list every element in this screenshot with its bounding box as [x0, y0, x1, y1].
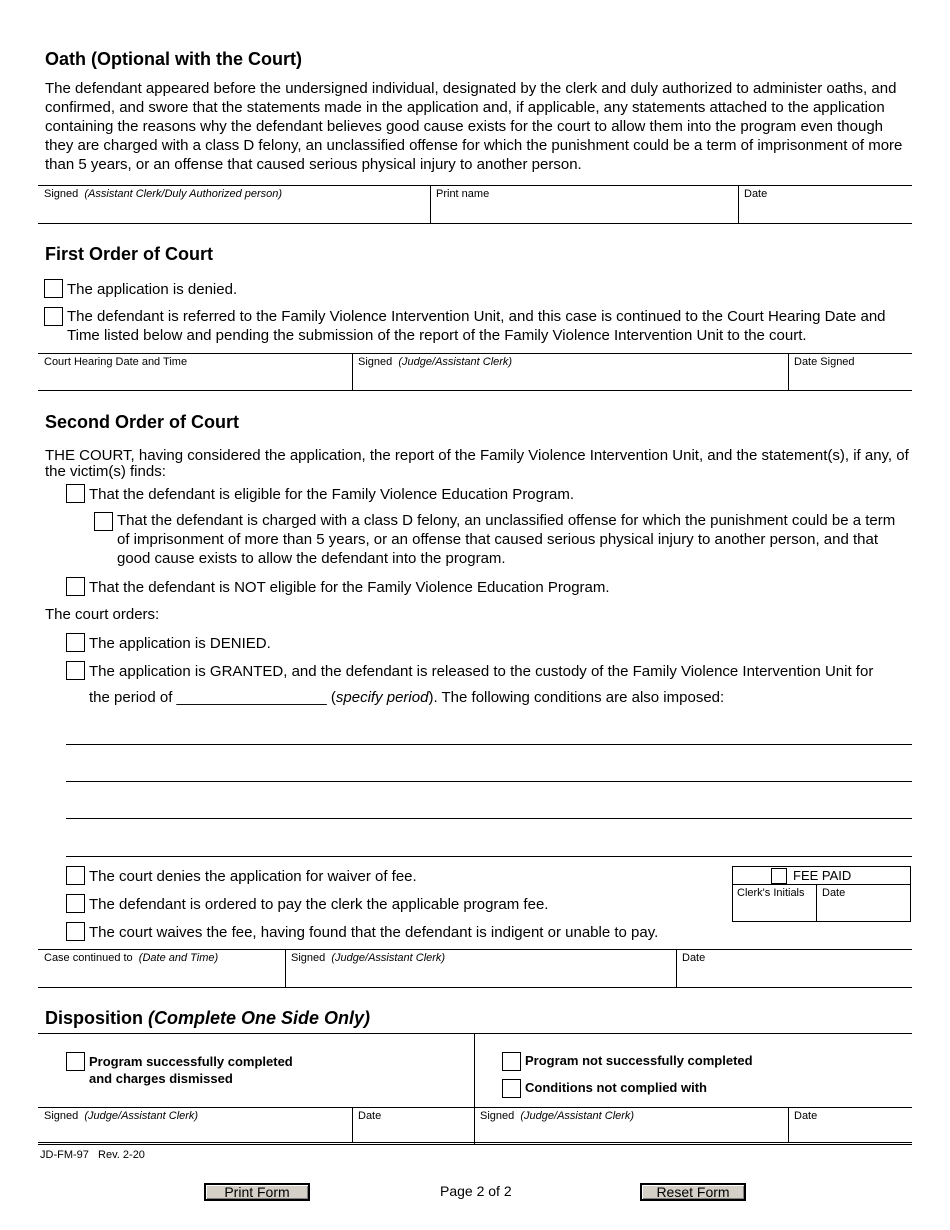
form-id: JD-FM-97 Rev. 2-20: [40, 1149, 145, 1161]
period-line: [89, 688, 724, 707]
disposition-heading: [45, 1008, 370, 1029]
period-prefix: the period of __________________ (: [89, 689, 336, 706]
disposition-right-signed-note: (Judge/Assistant Clerk): [520, 1110, 635, 1122]
case-continued-note: (Date and Time): [138, 952, 219, 964]
disposition-heading-text: Disposition: [45, 1008, 143, 1028]
checkbox-conditions-not-complied[interactable]: [502, 1079, 521, 1098]
print-form-button[interactable]: Print Form: [204, 1183, 310, 1201]
hearing-date-label: Court Hearing Date and Time: [44, 356, 188, 368]
oath-signed-field[interactable]: [44, 188, 282, 200]
disposition-right-signed-label: Signed: [480, 1110, 515, 1122]
first-order-heading: First Order of Court: [45, 244, 214, 264]
first-order-signed-label: Signed: [358, 356, 393, 368]
disposition-right-date-label: Date: [794, 1110, 818, 1122]
second-order-intro: THE COURT, having considered the application, the report of the Family Violence Intervention Unit, and the statement(s), if any, of the victim(s) finds:: [45, 447, 909, 480]
period-suffix: ). The following conditions are also imposed:: [428, 689, 725, 706]
second-order-signed-field[interactable]: [285, 950, 676, 987]
order-granted: The application is GRANTED, and the defendant is released to the custody of the Family Violence Intervention Unit for: [89, 663, 874, 680]
option-application-denied: The application is denied.: [67, 281, 238, 298]
checkbox-eligible[interactable]: [66, 484, 85, 503]
oath-print-name-label: Print name: [436, 188, 490, 200]
oath-signed-note: (Assistant Clerk/Duly Authorized person): [84, 188, 283, 200]
first-order-signed-field[interactable]: [352, 354, 788, 390]
case-continued-label: Case continued to: [44, 952, 133, 964]
order-denied: The application is DENIED.: [89, 635, 271, 652]
option-referred-fviu: The defendant is referred to the Family Violence Intervention Unit, and this case is continued to the Court Hearing Date and Time listed below and pending the submission of the report of the Family Violence Intervention Unit to the court.: [67, 308, 886, 344]
fee-date-field[interactable]: Date: [822, 887, 846, 899]
program-completed-line1: Program successfully completed: [89, 1054, 293, 1069]
date-signed-field[interactable]: [788, 354, 912, 390]
condition-line-4[interactable]: [66, 856, 912, 857]
checkbox-order-granted[interactable]: [66, 661, 85, 680]
disposition-signature-row: [38, 1107, 912, 1145]
checkbox-order-denied[interactable]: [66, 633, 85, 652]
second-order-date-label: Date: [682, 952, 706, 964]
disposition-heading-italic: (Complete One Side Only): [148, 1008, 371, 1028]
first-order-signature-row: [38, 353, 912, 391]
condition-line-3[interactable]: [66, 818, 912, 819]
oath-print-name-field[interactable]: [430, 186, 738, 223]
disposition-left-date-label: Date: [358, 1110, 382, 1122]
oath-signed-label: Signed: [44, 188, 79, 200]
condition-line-1[interactable]: [66, 744, 912, 745]
fee-waives: The court waives the fee, having found that the defendant is indigent or unable to pay.: [89, 924, 659, 941]
program-not-completed-label: Program not successfully completed: [525, 1053, 753, 1068]
checkbox-fee-paid[interactable]: [771, 868, 787, 884]
fee-paid-box: [732, 866, 911, 922]
disposition-left-signed-note: (Judge/Assistant Clerk): [84, 1110, 199, 1122]
fee-ordered: The defendant is ordered to pay the clerk the applicable program fee.: [89, 896, 549, 913]
oath-date-label: Date: [744, 188, 768, 200]
disposition-left-signed-field[interactable]: [44, 1110, 198, 1122]
case-continued-field[interactable]: [44, 952, 218, 964]
hearing-date-field[interactable]: [44, 356, 187, 368]
oath-signature-row: [38, 185, 912, 224]
fee-denies: The court denies the application for waiver of fee.: [89, 868, 417, 885]
condition-line-2[interactable]: [66, 781, 912, 782]
first-order-signed-note: (Judge/Assistant Clerk): [398, 356, 513, 368]
checkbox-fee-denies[interactable]: [66, 866, 85, 885]
conditions-not-complied-label: Conditions not complied with: [525, 1080, 707, 1095]
oath-text: The defendant appeared before the undersigned individual, designated by the clerk and duly authorized to administer oaths, and confirmed, and swore that the statements made in the application and, if applicable, any statements attached to the application containing the reasons why the defendant believes good cause exists for the court to allow them into the program even though they are charged with a class D felony, an unclassified offense for which the punishment could be a term of imprisonment of more than 5 years, or an offense that caused serious physical injury to another person.: [45, 80, 903, 173]
checkbox-program-completed[interactable]: [66, 1052, 85, 1071]
second-order-signed-label: Signed: [291, 952, 326, 964]
checkbox-fee-waives[interactable]: [66, 922, 85, 941]
checkbox-fee-ordered[interactable]: [66, 894, 85, 913]
finding-eligible: That the defendant is eligible for the Family Violence Education Program.: [89, 486, 574, 503]
date-signed-label: Date Signed: [794, 356, 855, 368]
disposition-right-signed-field[interactable]: [474, 1108, 788, 1142]
checkbox-referred-fviu[interactable]: [44, 307, 63, 326]
finding-good-cause: That the defendant is charged with a class D felony, an unclassified offense for which the punishment could be a term of imprisonment of more than 5 years, or an offense that caused serious physical injury to another person, and that good cause exists to allow the defendant into the program.: [117, 512, 896, 567]
oath-heading: Oath (Optional with the Court): [45, 49, 302, 69]
second-order-date-field[interactable]: [676, 950, 912, 987]
second-order-heading: Second Order of Court: [45, 412, 240, 432]
court-orders-label: The court orders:: [45, 606, 160, 623]
reset-form-button[interactable]: Reset Form: [640, 1183, 746, 1201]
period-italic: specify period: [335, 689, 429, 706]
program-completed-line2: and charges dismissed: [89, 1071, 233, 1086]
checkbox-application-denied[interactable]: [44, 279, 63, 298]
checkbox-good-cause[interactable]: [94, 512, 113, 531]
page-number: Page 2 of 2: [440, 1183, 512, 1199]
finding-not-eligible: That the defendant is NOT eligible for the Family Violence Education Program.: [89, 579, 610, 596]
fee-paid-label: FEE PAID: [793, 868, 852, 883]
clerks-initials-field[interactable]: Clerk's Initials: [737, 887, 805, 899]
oath-date-field[interactable]: [738, 186, 912, 223]
disposition-right-date-field[interactable]: [788, 1108, 912, 1142]
program-completed-label: [89, 1053, 293, 1087]
checkbox-program-not-completed[interactable]: [502, 1052, 521, 1071]
second-order-signed-note: (Judge/Assistant Clerk): [331, 952, 446, 964]
second-order-signature-row: [38, 949, 912, 988]
checkbox-not-eligible[interactable]: [66, 577, 85, 596]
disposition-left-signed-label: Signed: [44, 1110, 79, 1122]
disposition-left-date-field[interactable]: [352, 1108, 474, 1142]
